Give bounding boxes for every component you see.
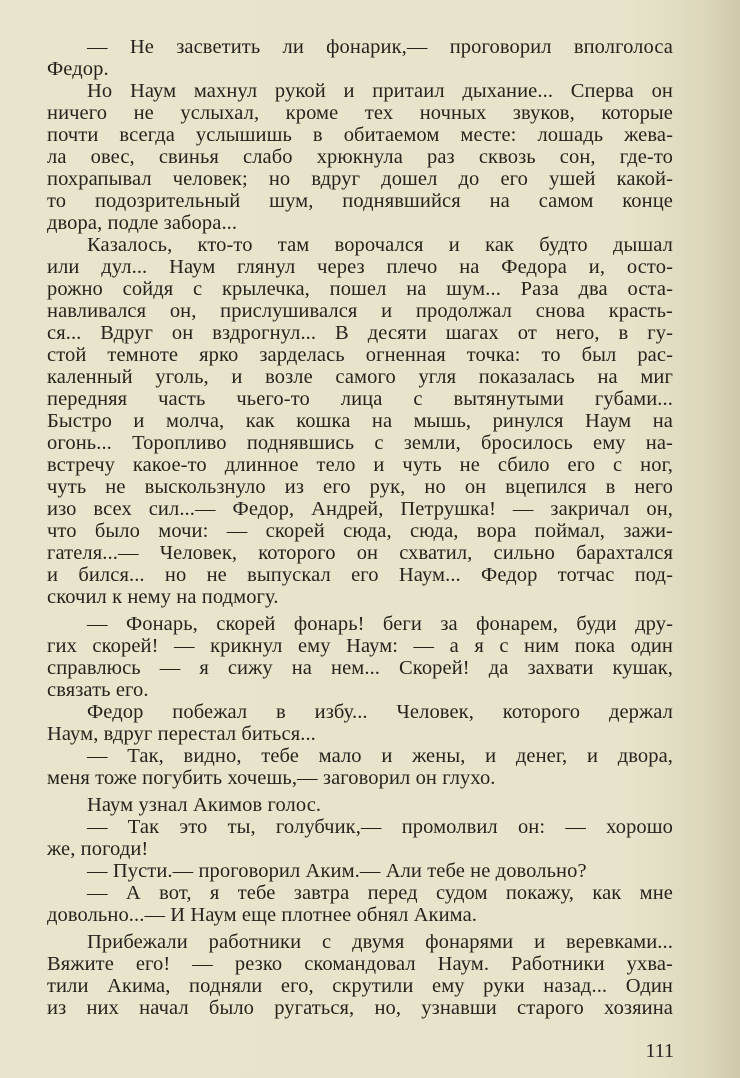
- text-line: скочил к нему на подмогу.: [47, 586, 279, 608]
- text-line: передняя часть чьего-то лица с вытянутыми губами...: [47, 388, 673, 410]
- paragraph: [47, 613, 673, 701]
- text-line: Федор.: [47, 58, 109, 80]
- paragraph: [47, 794, 673, 816]
- text-line: — Так, видно, тебе мало и жены, и денег, и двора,: [87, 745, 673, 767]
- text-line: или дул... Наум глянул через плечо на Федора и, осто-: [47, 256, 673, 278]
- text-line: ся... Вдруг он вздрогнул... В десяти шагах от него, в гу-: [47, 322, 673, 344]
- text-line: — Так это ты, голубчик,— промолвил он: — хорошо: [87, 816, 673, 838]
- text-line: тили Акима, подняли его, скрутили ему руки назад... Один: [47, 975, 673, 997]
- text-line: Но Наум махнул рукой и притаил дыхание... Сперва он: [87, 80, 673, 102]
- paragraph: [47, 745, 673, 789]
- paragraph: [47, 701, 673, 745]
- page-number: 111: [645, 1040, 674, 1062]
- text-line: каленный уголь, и возле самого угля показалась на миг: [47, 366, 673, 388]
- text-line: Вяжите его! — резко скомандовал Наум. Работники ухва-: [47, 953, 673, 975]
- text-line: похрапывал человек; но вдруг дошел до его ушей какой-: [47, 168, 673, 190]
- text-line: Прибежали работники с двумя фонарями и веревками...: [87, 931, 673, 953]
- paragraph: [47, 816, 673, 860]
- text-line: двора, подле забора...: [47, 212, 238, 234]
- paragraph: [47, 882, 673, 926]
- text-line: справлюсь — я сижу на нем... Скорей! да захвати кушак,: [47, 657, 673, 679]
- text-line: то подозрительный шум, поднявшийся на самом конце: [47, 190, 673, 212]
- paragraph: [47, 36, 673, 80]
- text-line: гих скорей! — крикнул ему Наум: — а я с ним пока один: [47, 635, 673, 657]
- text-line: и бился... но не выпускал его Наум... Федор тотчас под-: [47, 564, 673, 586]
- text-line: рожно сойдя с крылечка, пошел на шум... Раза два оста-: [47, 278, 673, 300]
- paragraph: [47, 931, 673, 1019]
- text-line: меня тоже погубить хочешь,— заговорил он глухо.: [47, 767, 496, 789]
- text-line: навливался он, прислушивался и продолжал снова красть-: [47, 300, 673, 322]
- text-line: Наум узнал Акимов голос.: [87, 794, 322, 816]
- text-line: гателя...— Человек, которого он схватил, сильно барахтался: [47, 542, 673, 564]
- text-line: что было мочи: — скорей сюда, сюда, вора поймал, зажи-: [47, 520, 673, 542]
- text-line: стой темноте ярко зарделась огненная точка: то был рас-: [47, 344, 673, 366]
- text-line: ничего не услыхал, кроме тех ночных звуков, которые: [47, 102, 673, 124]
- text-line: из них начал было ругаться, но, узнавши старого хозяина: [47, 997, 673, 1019]
- paragraph: [47, 860, 673, 882]
- text-line: — А вот, я тебе завтра перед судом покажу, как мне: [87, 882, 673, 904]
- text-line: Быстро и молча, как кошка на мышь, ринулся Наум на: [47, 410, 673, 432]
- text-line: Казалось, кто-то там ворочался и как будто дышал: [87, 234, 673, 256]
- text-line: — Не засветить ли фонарик,— проговорил вполголоса: [87, 36, 673, 58]
- text-line: огонь... Торопливо поднявшись с земли, бросилось ему на-: [47, 432, 673, 454]
- text-line: чуть не выскользнуло из его рук, но он вцепился в него: [47, 476, 673, 498]
- text-line: почти всегда услышишь в обитаемом месте: лошадь жева-: [47, 124, 673, 146]
- text-line: связать его.: [47, 679, 149, 701]
- text-line: ла овес, свинья слабо хрюкнула раз сквозь сон, где-то: [47, 146, 673, 168]
- text-line: Наум, вдруг перестал биться...: [47, 723, 316, 745]
- text-line: встречу какое-то длинное тело и чуть не сбило его с ног,: [47, 454, 673, 476]
- paragraph: [47, 80, 673, 234]
- text-line: — Пусти.— проговорил Аким.— Али тебе не довольно?: [87, 860, 587, 882]
- text-line: — Фонарь, скорей фонарь! беги за фонарем, буди дру-: [87, 613, 673, 635]
- text-line: же, погоди!: [47, 838, 149, 860]
- text-line: изо всех сил...— Федор, Андрей, Петрушка! — закричал он,: [47, 498, 673, 520]
- text-line: Федор побежал в избу... Человек, которого держал: [87, 701, 673, 723]
- text-line: довольно...— И Наум еще плотнее обнял Акима.: [47, 904, 478, 926]
- book-page-text: [47, 36, 673, 1019]
- paragraph: [47, 234, 673, 608]
